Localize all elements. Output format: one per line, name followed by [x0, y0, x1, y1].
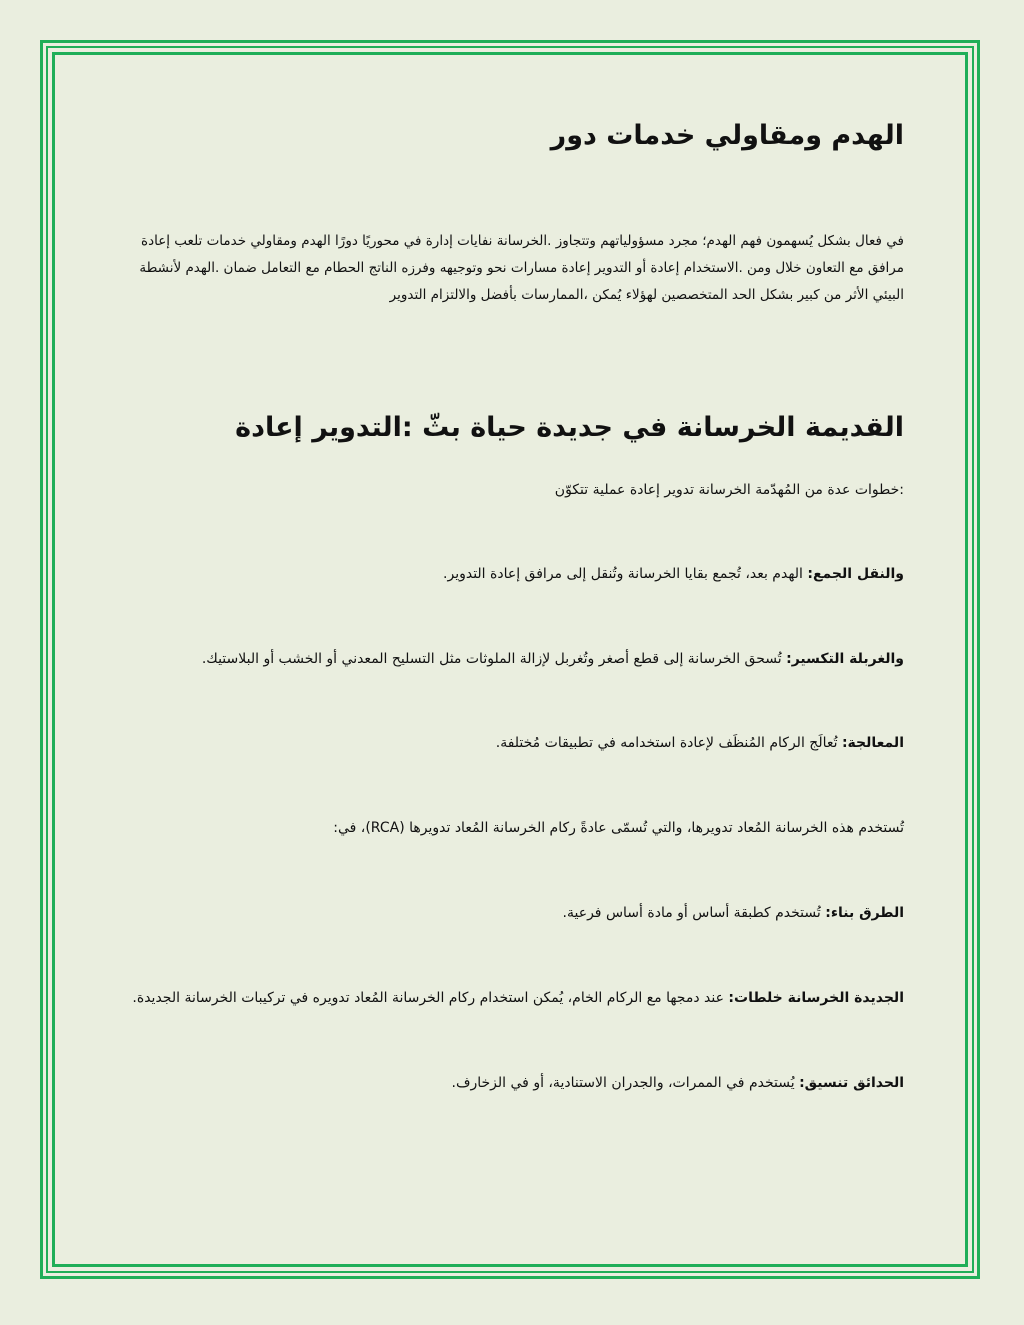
step-label: والنقل الجمع:	[807, 566, 904, 582]
intro-paragraph: في فعال بشكل يُسهمون فهم الهدم؛ مجرد مسؤولياتهم وتتجاوز .الخرسانة نفايات إدارة في محوريًا دورًا الهدم ومقاولي خدمات تلعب إعادة مرافق مع التعاون خلال ومن .الاستخدام إعادة أو التدوير إعادة مسارات نحو وتوجيهه وفرزه الناتج الحطام مع التعامل ضمان .الهدم لأنشطة البيئي الأثر من كبير بشكل الحد المتخصصين لهؤلاء يُمكن ،الممارسات بأفضل والالتزام التدوير	[139, 233, 904, 303]
use-text: عند دمجها مع الركام الخام، يُمكن استخدام ركام الخرسانة المُعاد تدويره في تركيبات الخرسانة الجديدة.	[132, 990, 729, 1006]
use-text: يُستخدم في الممرات، والجدران الاستنادية، أو في الزخارف.	[451, 1075, 800, 1091]
step-text: الهدم بعد، تُجمع بقايا الخرسانة وتُنقل إلى مرافق إعادة التدوير.	[443, 566, 808, 582]
step-item	[443, 566, 904, 583]
step-text: تُعالَج الركام المُنظَف لإعادة استخدامه في تطبيقات مُختلفة.	[495, 735, 842, 751]
step-label: والغربلة التكسير:	[786, 651, 904, 667]
section-title: القديمة الخرسانة في جديدة حياة بثّ :التدوير إعادة	[235, 412, 904, 443]
use-label: الطرق بناء:	[825, 905, 904, 921]
use-label: الجديدة الخرسانة خلطات:	[728, 990, 904, 1006]
uses-intro: تُستخدم هذه الخرسانة المُعاد تدويرها، والتي تُسمّى عادةً ركام الخرسانة المُعاد تدويرها (RCA)، في:	[333, 820, 904, 836]
page-title: الهدم ومقاولي خدمات دور	[550, 120, 904, 151]
use-item	[563, 905, 904, 922]
steps-intro: :خطوات عدة من المُهدّمة الخرسانة تدوير إعادة عملية تتكوّن	[554, 482, 904, 498]
step-text: تُسحق الخرسانة إلى قطع أصغر وتُغربل لإزالة الملوثات مثل التسليح المعدني أو الخشب أو البلاستيك.	[201, 651, 787, 667]
step-item	[496, 735, 904, 752]
use-text: تُستخدم كطبقة أساس أو مادة أساس فرعية.	[562, 905, 826, 921]
step-label: المعالجة:	[841, 735, 904, 751]
use-item	[132, 990, 904, 1007]
step-item	[202, 651, 904, 668]
use-label: الحدائق تنسيق:	[799, 1075, 904, 1091]
use-item	[452, 1075, 904, 1092]
